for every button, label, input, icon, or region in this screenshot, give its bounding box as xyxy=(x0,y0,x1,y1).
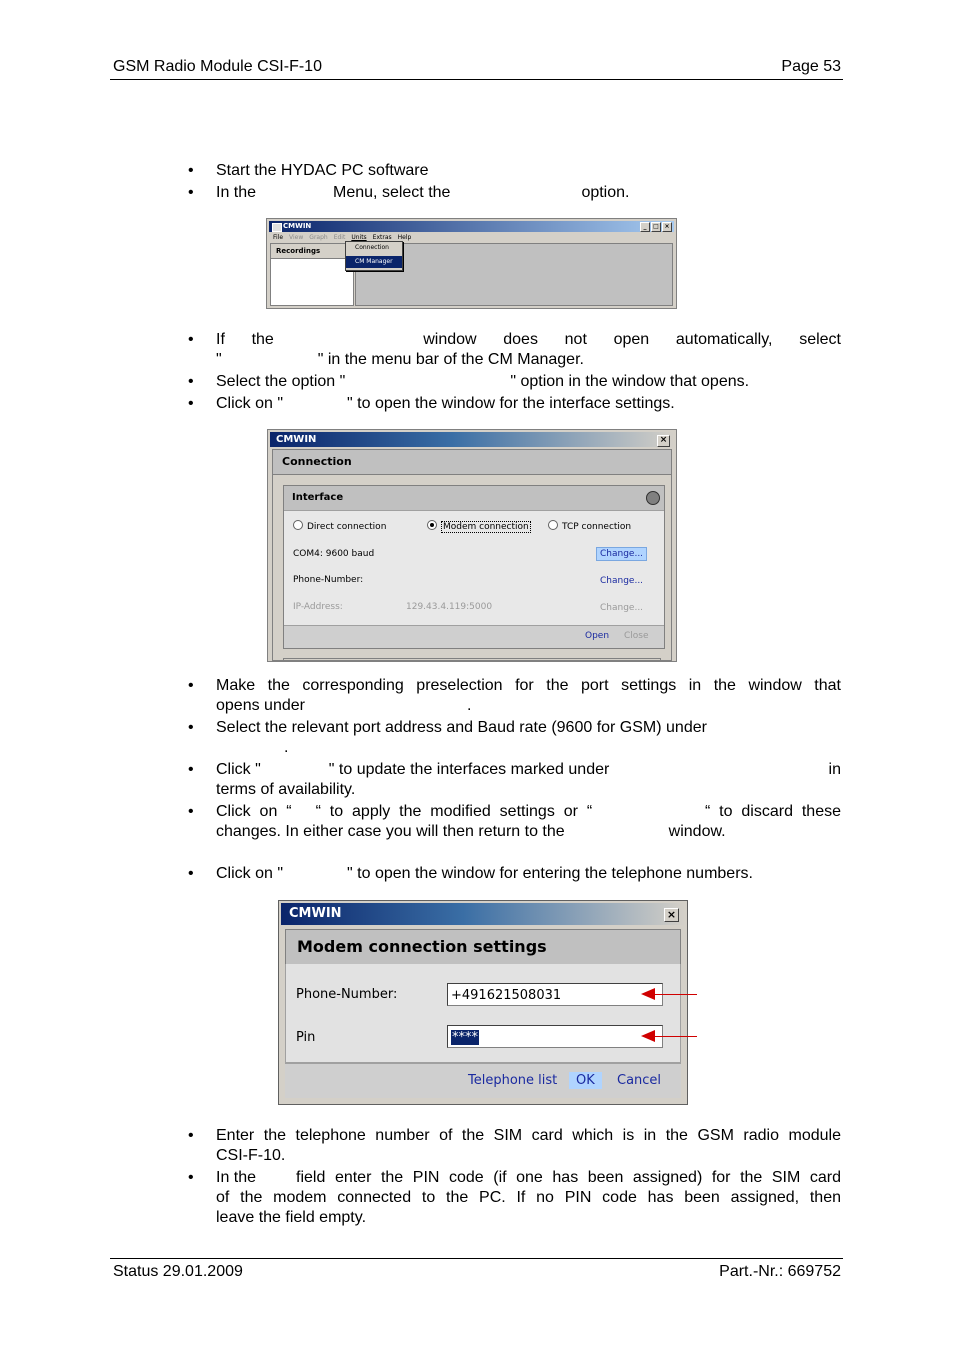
recordings-title: Recordings xyxy=(271,244,353,259)
header-title: GSM Radio Module CSI-F-10 xyxy=(113,58,322,75)
bullet: • xyxy=(188,803,194,820)
interface-group xyxy=(283,485,665,649)
menu-file[interactable]: File xyxy=(273,234,284,241)
pin-arrow xyxy=(654,1036,697,1037)
radio-modem-connection[interactable]: Modem connection xyxy=(427,520,531,532)
close-icon[interactable]: × xyxy=(657,435,670,447)
step-enter-number-line2: CSI-F-10. xyxy=(216,1147,286,1164)
pin-field[interactable] xyxy=(447,1025,663,1048)
modem-settings-screenshot xyxy=(278,900,688,1105)
step-update-interfaces-line1: Click " " to update the interfaces marked under in xyxy=(216,761,841,778)
menu-bar xyxy=(269,233,674,242)
step-pin-line2: of the modem connected to the PC. If no PIN code has been assigned, then xyxy=(216,1189,841,1206)
open-button[interactable]: Open xyxy=(585,631,610,641)
cmwin-menu-screenshot xyxy=(266,218,677,309)
change-com-button[interactable]: Change... xyxy=(596,547,647,561)
recordings-panel xyxy=(270,243,354,306)
close-icon[interactable]: × xyxy=(662,222,672,232)
dialog-title: CMWIN xyxy=(276,434,317,445)
step-select-option: Select the option " " option in the window that opens. xyxy=(216,373,750,390)
interface-footer xyxy=(284,625,664,648)
footer-rule xyxy=(110,1258,843,1259)
step-pin-line1: In the field enter the PIN code (if one has been assigned) for the SIM card xyxy=(216,1169,841,1186)
connection-dialog-screenshot xyxy=(267,429,677,662)
phone-arrow xyxy=(654,994,697,995)
footer-part-number: Part.-Nr.: 669752 xyxy=(719,1263,841,1280)
radio-icon xyxy=(548,520,558,530)
ip-address-value: 129.43.4.119:5000 xyxy=(406,602,493,612)
menu-units[interactable]: Units xyxy=(351,234,367,241)
ip-address-label: IP-Address: xyxy=(293,602,343,612)
step-select-menu: In the Menu, select the option. xyxy=(216,184,630,201)
close-icon[interactable]: × xyxy=(664,908,679,922)
step-click-interface: Click on " " to open the window for the interface settings. xyxy=(216,395,675,412)
step-if-window-line1: If the window does not open automatically, select xyxy=(216,331,841,348)
phone-number-label: Phone-Number: xyxy=(296,987,398,1002)
arrow-head-icon xyxy=(641,988,655,1000)
menu-extras[interactable]: Extras xyxy=(372,234,392,241)
window-title: CMWIN xyxy=(283,222,312,230)
cancel-button[interactable]: Cancel xyxy=(617,1073,662,1088)
step-apply-discard-line2: changes. In either case you will then return to the window. xyxy=(216,823,726,840)
arrow-head-icon xyxy=(641,1030,655,1042)
dialog-title-bar xyxy=(270,432,674,447)
bullet: • xyxy=(188,761,194,778)
close-button[interactable]: Close xyxy=(624,631,649,641)
pin-value: **** xyxy=(452,1030,478,1045)
step-enter-number-line1: Enter the telephone number of the SIM card which is in the GSM radio module xyxy=(216,1127,841,1144)
menu-edit[interactable]: Edit xyxy=(333,234,346,241)
step-open-telephone-window: Click on " " to open the window for entering the telephone numbers. xyxy=(216,865,753,882)
step-preselection-line2: opens under . xyxy=(216,697,472,714)
bullet: • xyxy=(188,677,194,694)
bullet: • xyxy=(188,184,194,201)
menu-graph[interactable]: Graph xyxy=(309,234,328,241)
footer-status: Status 29.01.2009 xyxy=(113,1263,243,1280)
modem-settings-body xyxy=(285,964,681,1063)
radio-selected-icon xyxy=(427,520,437,530)
step-if-window-line2: " " in the menu bar of the CM Manager. xyxy=(216,351,584,368)
app-icon xyxy=(272,223,282,232)
menu-help[interactable]: Help xyxy=(397,234,412,241)
bullet: • xyxy=(188,373,194,390)
interface-title: Interface xyxy=(292,492,344,503)
radio-icon xyxy=(293,520,303,530)
step-preselection-line1: Make the corresponding preselection for the port settings in the window that xyxy=(216,677,841,694)
header-page-number: Page 53 xyxy=(781,58,841,75)
radio-direct-connection[interactable]: Direct connection xyxy=(293,520,386,532)
step-port-address-line2: . xyxy=(284,739,289,756)
bullet: • xyxy=(188,395,194,412)
dialog-title-bar xyxy=(281,903,685,925)
change-phone-button[interactable]: Change... xyxy=(600,576,644,586)
step-apply-discard-line1: Click on “ “ to apply the modified settings or “ “ to discard these xyxy=(216,803,841,820)
menu-item-cm-manager[interactable]: CM Manager xyxy=(346,256,402,268)
connection-panel xyxy=(272,449,672,661)
modem-settings-footer xyxy=(285,1063,681,1098)
bullet: • xyxy=(188,865,194,882)
next-group-edge xyxy=(283,658,661,662)
header-rule xyxy=(110,79,843,80)
menu-item-connection[interactable]: Connection xyxy=(355,244,389,251)
pin-label: Pin xyxy=(296,1030,316,1045)
bullet: • xyxy=(188,162,194,179)
step-port-address-line1: Select the relevant port address and Baud rate (9600 for GSM) under xyxy=(216,719,707,736)
connection-header: Connection xyxy=(273,450,671,475)
step-pin-line3: leave the field empty. xyxy=(216,1209,367,1226)
status-led-icon xyxy=(646,491,660,505)
telephone-list-button[interactable]: Telephone list xyxy=(468,1073,558,1088)
bullet: • xyxy=(188,1127,194,1144)
step-update-interfaces-line2: terms of availability. xyxy=(216,781,356,798)
units-dropdown xyxy=(345,241,403,271)
bullet: • xyxy=(188,719,194,736)
bullet: • xyxy=(188,1169,194,1186)
ok-button[interactable]: OK xyxy=(569,1072,602,1089)
com-port-label: COM4: 9600 baud xyxy=(293,549,375,559)
phone-number-label: Phone-Number: xyxy=(293,575,364,585)
bullet: • xyxy=(188,331,194,348)
maximize-icon[interactable]: □ xyxy=(651,222,661,232)
menu-view[interactable]: View xyxy=(289,234,304,241)
step-start-software: Start the HYDAC PC software xyxy=(216,162,429,179)
change-ip-button[interactable]: Change... xyxy=(600,603,644,613)
modem-settings-header: Modem connection settings xyxy=(285,929,681,965)
dialog-title: CMWIN xyxy=(289,906,342,921)
minimize-icon[interactable]: _ xyxy=(640,222,650,232)
phone-number-field[interactable]: +491621508031 xyxy=(447,983,663,1006)
radio-tcp-connection[interactable]: TCP connection xyxy=(548,520,631,532)
